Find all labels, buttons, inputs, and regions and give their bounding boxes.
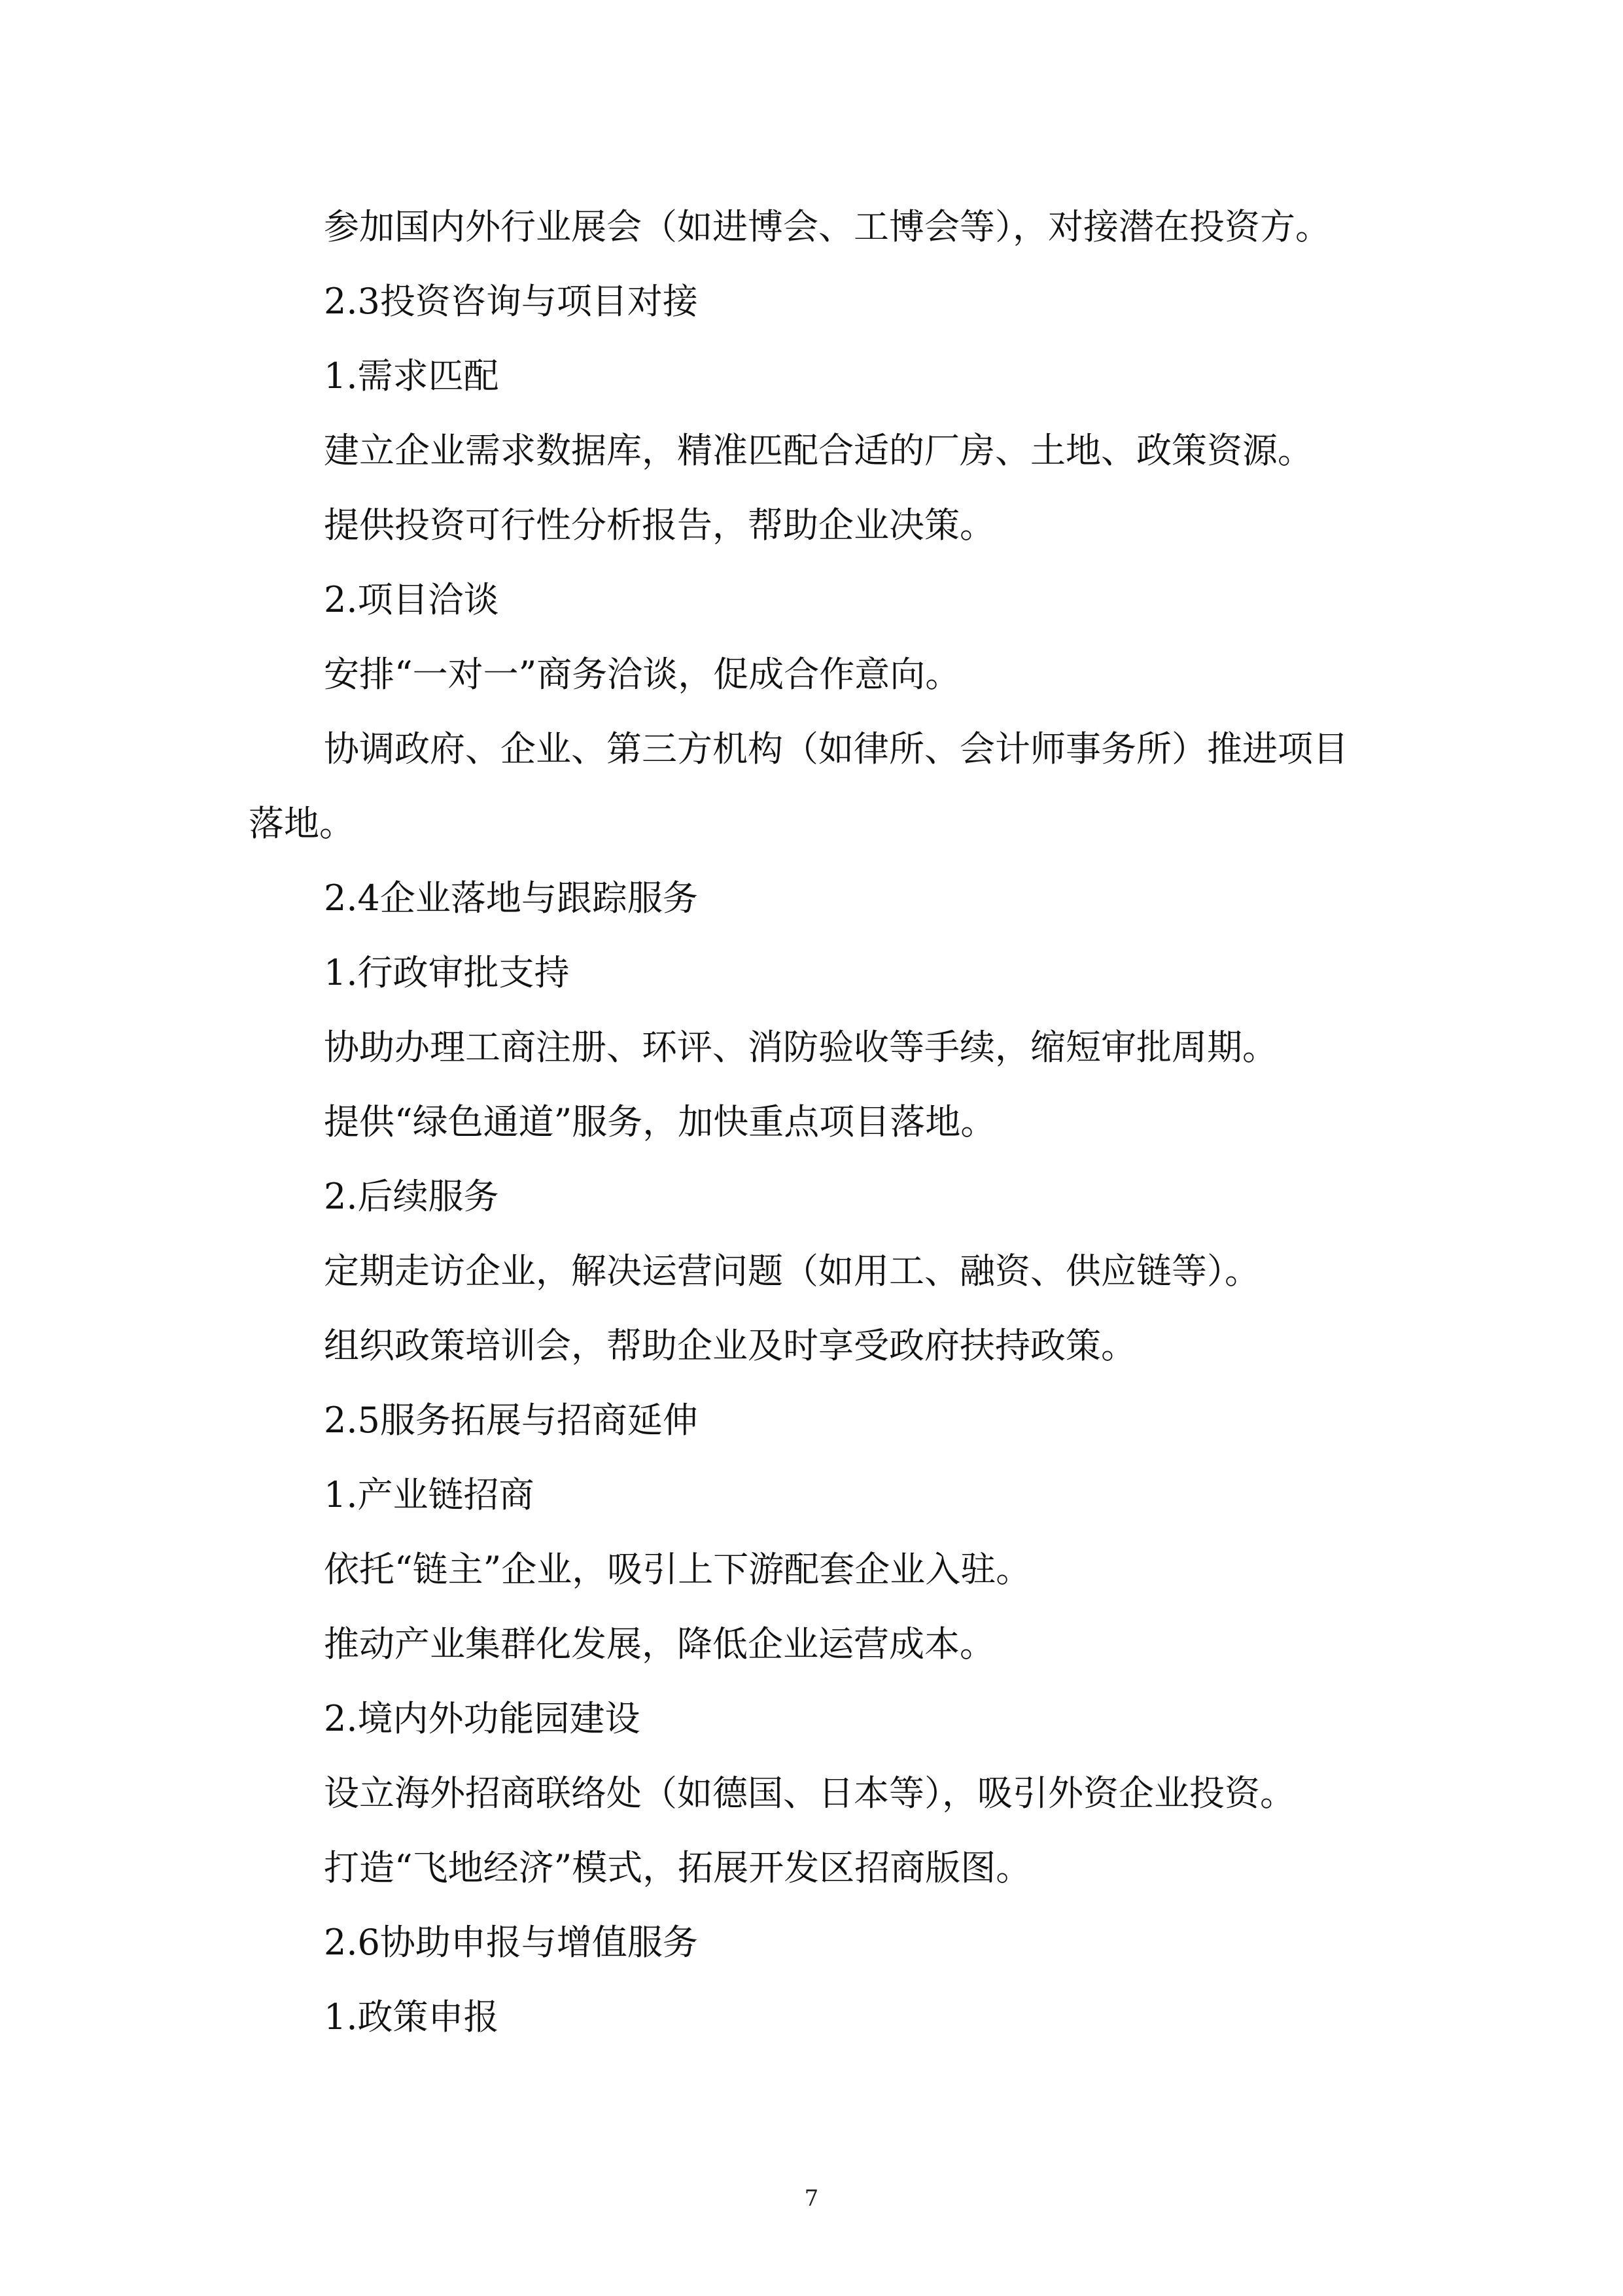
subsection-heading: 1.行政审批支持 [324,952,570,993]
paragraph: 推动产业集群化发展，降低企业运营成本。 [324,1623,995,1665]
paragraph: 提供投资可行性分析报告，帮助企业决策。 [324,504,995,546]
paragraph: 建立企业需求数据库，精准匹配合适的厂房、土地、政策资源。 [324,430,1313,471]
paragraph: 协调政府、企业、第三方机构（如律所、会计师事务所）推进项目落地。 [249,728,1348,844]
subsection-heading: 2.后续服务 [324,1176,499,1217]
subsection-heading: 1.需求匹配 [324,355,499,397]
section-heading: 2.4企业落地与跟踪服务 [324,877,698,919]
page-body [249,190,1380,2055]
paragraph: 参加国内外行业展会（如进博会、工博会等），对接潜在投资方。 [324,206,1331,247]
subsection-heading: 2.项目洽谈 [324,579,499,620]
paragraph: 提供“绿色通道”服务，加快重点项目落地。 [324,1101,996,1142]
page-number: 7 [804,2185,819,2212]
subsection-heading: 1.产业链招商 [324,1474,534,1515]
section-heading: 2.5服务拓展与招商延伸 [324,1400,698,1441]
paragraph: 定期走访企业，解决运营问题（如用工、融资、供应链等）。 [324,1250,1260,1292]
subsection-heading: 1.政策申报 [324,1996,499,2038]
paragraph: 设立海外招商联络处（如德国、日本等），吸引外资企业投资。 [324,1773,1295,1814]
section-heading: 2.6协助申报与增值服务 [324,1922,698,1963]
paragraph: 依托“链主”企业，吸引上下游配套企业入驻。 [324,1549,1032,1590]
paragraph: 协助办理工商注册、环评、消防验收等手续，缩短审批周期。 [324,1027,1278,1068]
paragraph: 组织政策培训会，帮助企业及时享受政府扶持政策。 [324,1325,1136,1366]
paragraph: 安排“一对一”商务洽谈，促成合作意向。 [324,654,961,695]
section-heading: 2.3投资咨询与项目对接 [324,281,698,322]
paragraph: 打造“飞地经济”模式，拓展开发区招商版图。 [324,1847,1032,1888]
subsection-heading: 2.境内外功能园建设 [324,1698,640,1739]
